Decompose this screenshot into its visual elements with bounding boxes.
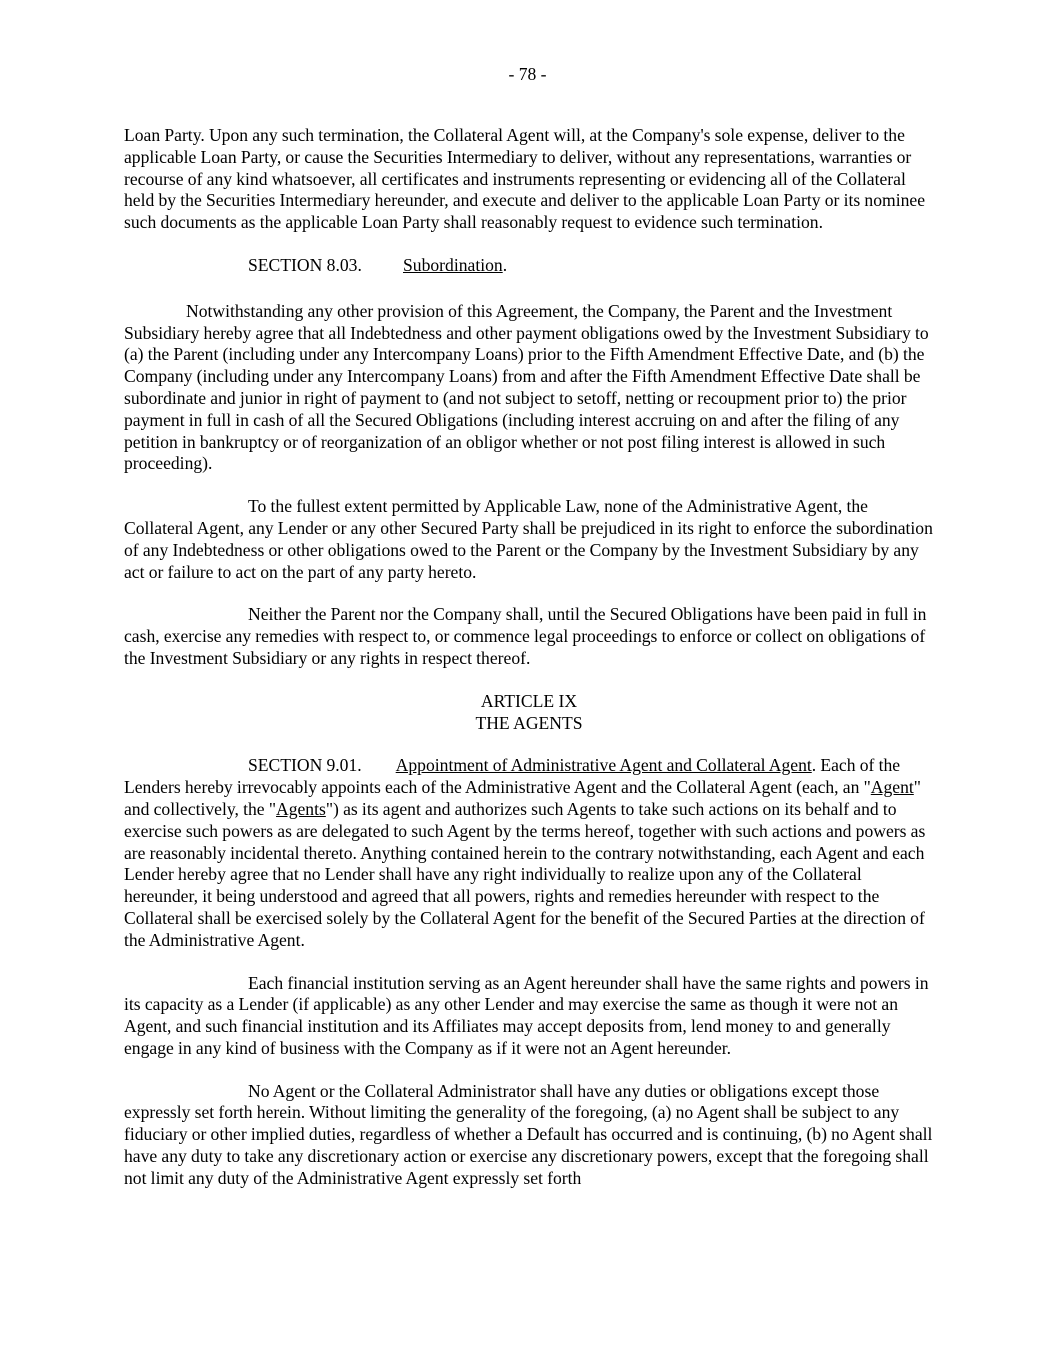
defined-term-agents: Agents: [276, 798, 326, 819]
paragraph-agent-duties: No Agent or the Collateral Administrator shall have any duties or obligations except those expressly set forth herein. Without limiting the generality of the foregoing, (a) no Agent shall be subject to any fiduciary or other implied duties, regardless of whether a Default has occurred and is continuing, (b) no Agent shall have any duty to take any discretionary action or exercise any discretionary powers, except that the foregoing shall not limit any duty of the Administrative Agent expressly set forth: [124, 1080, 933, 1188]
article-title: THE AGENTS: [475, 712, 583, 733]
paragraph-subordination-1: Notwithstanding any other provision of this Agreement, the Company, the Parent and the Investment Subsidiary hereby agree that all Indebtedness and other payment obligations owed by the Investment Subsidiary to (a) the Parent (including under any Intercompany Loans) prior to the Fifth Amendment Effective Date, and (b) the Company (including under any Intercompany Loans) from and after the Fifth Amendment Effective Date shall be subordinate and junior in right of payment to (and not subject to setoff, netting or recoupment prior to) the prior payment in full in cash of all the Secured Obligations (including interest accruing on and after the filing of any petition in bankruptcy or of reorganization of an obligor whether or not post filing interest is allowed in such proceeding).: [124, 300, 929, 474]
paragraph-subordination-2: To the fullest extent permitted by Applicable Law, none of the Administrative Agent, the Collateral Agent, any Lender or any other Secured Party shall be prejudiced in its right to enforce the subordination of any Indebtedness or other obligations owed to the Parent or the Company by the Investment Subsidiary by any act or failure to act on the part of any party hereto.: [124, 496, 933, 582]
section-text-c: ") as its agent and authorizes such Agents to take such actions on its behalf and to exercise such powers as are delegated to such Agent by the terms hereof, together with such actions and powers as are reasonably incidental thereto. Anything contained herein to the contrary notwithstanding, each Agent and each Lender hereby agree that no Lender shall have any right individually to realize upon any of the Collateral hereunder, it being understood and agreed that all powers, rights and remedies hereunder with respect to the Collateral shall be exercised solely by the Collateral Agent for the benefit of the Secured Parties at the direction of the Administrative Agent.: [124, 798, 926, 950]
section-title: Subordination: [403, 254, 503, 275]
section-title-period: .: [502, 254, 508, 275]
document-body: [124, 125, 934, 1211]
paragraph-agent-institution: Each financial institution serving as an Agent hereunder shall have the same rights and powers in its capacity as a Lender (if applicable) as any other Lender and may exercise the same as though it were not an Agent, and such financial institution and its Affiliates may accept deposits from, lend money to and generally engage in any kind of business with the Company as if it were not an Agent hereunder.: [124, 972, 929, 1058]
section-text-a: . Each of the Lenders hereby irrevocably appoints each of the Administrative Agent and the Collateral Agent (each, an ": [124, 755, 901, 798]
article-number: ARTICLE IX: [480, 690, 578, 711]
page-number: - 78 -: [508, 64, 547, 84]
section-heading-8-03: [124, 255, 934, 277]
section-number: SECTION 8.03.: [248, 254, 362, 275]
article-heading: [124, 691, 934, 735]
defined-term-agent: Agent: [870, 777, 914, 798]
section-text-b: " and collectively, the ": [124, 777, 921, 819]
section-number: SECTION 9.01.: [248, 755, 362, 776]
paragraph-subordination-3: Neither the Parent nor the Company shall, until the Secured Obligations have been paid in full in cash, exercise any remedies with respect to, or commence legal proceedings to enforce or collect on obligations of the Investment Subsidiary or any rights in respect thereof.: [124, 604, 927, 668]
section-title: Appointment of Administrative Agent and Collateral Agent: [395, 755, 812, 776]
paragraph-termination: Loan Party. Upon any such termination, the Collateral Agent will, at the Company's sole expense, deliver to the applicable Loan Party, or cause the Securities Intermediary to deliver, without any representations, warranties or recourse of any kind whatsoever, all certificates and instruments representing or evidencing all of the Collateral held by the Securities Intermediary hereunder, and execute and deliver to the applicable Loan Party or its nominee such documents as the applicable Loan Party shall reasonably request to evidence such termination.: [124, 125, 925, 233]
paragraph-section-9-01: [124, 755, 934, 951]
